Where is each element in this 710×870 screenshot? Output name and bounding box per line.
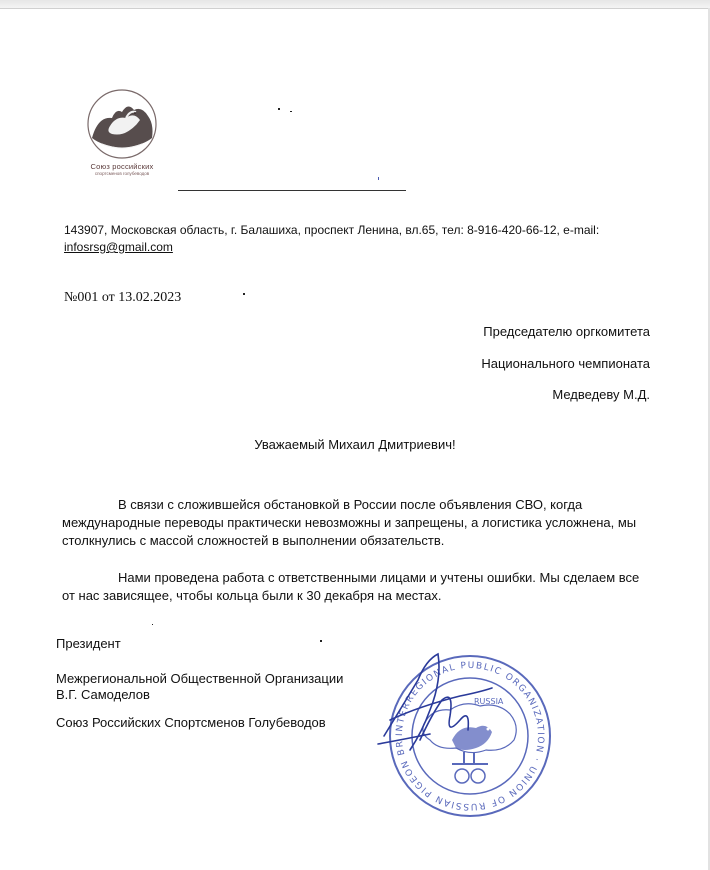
body-paragraph-2: Нами проведена работа с ответственными лицами и учтены ошибки. Мы сделаем все от нас зависящее, чтобы кольца были к 30 декабря на местах. (62, 570, 640, 603)
viewer-top-bar (0, 0, 710, 9)
signer-organization: Межрегиональной Общественной Организации (56, 671, 344, 686)
email-link[interactable]: infosrsg@gmail.com (64, 240, 173, 254)
recipient-line-3: Медведеву М.Д. (552, 387, 650, 402)
signer-title: Президент (56, 636, 121, 651)
seal-country-label: RUSSIA (474, 697, 504, 706)
logo-org-subtitle: спортсменов голубеводов (94, 171, 150, 176)
body-paragraph-1: В связи с сложившейся обстановкой в России после объявления СВО, когда международные переводы практически невозможны и запрещены, а логистика усложнена, мы столкнулись с массой сложностей в выполнении обязательств. (62, 497, 637, 548)
scan-speck (320, 640, 322, 642)
scan-speck (378, 177, 379, 180)
address-line: 143907, Московская область, г. Балашиха, проспект Ленина, вл.65, тел: 8-916-420-66-12, e-mail: (64, 223, 600, 237)
logo-org-name: Союз российских (90, 162, 154, 171)
greeting: Уважаемый Михаил Дмитриевич! (254, 437, 456, 452)
signer-name: В.Г. Самоделов (56, 687, 150, 702)
organization-logo (82, 86, 162, 182)
scan-speck (152, 624, 153, 625)
scan-speck (290, 111, 292, 112)
pigeon-logo-icon (82, 86, 162, 162)
seal-stamp-icon (360, 640, 560, 820)
recipient-line-2: Национального чемпионата (481, 356, 650, 371)
scan-speck (243, 293, 245, 295)
recipient-line-1: Председателю оргкомитета (483, 324, 650, 339)
signer-union: Союз Российских Спортсменов Голубеводов (56, 715, 326, 730)
header-divider (178, 190, 406, 191)
seal-ring-text: INTERREGIONAL PUBLIC ORGANIZATION · UNION OF RUSSIAN PIGEON BR (394, 660, 546, 812)
scan-speck (278, 108, 280, 110)
document-number: №001 от 13.02.2023 (64, 290, 182, 305)
sender-address (64, 222, 624, 256)
official-seal (360, 640, 560, 820)
